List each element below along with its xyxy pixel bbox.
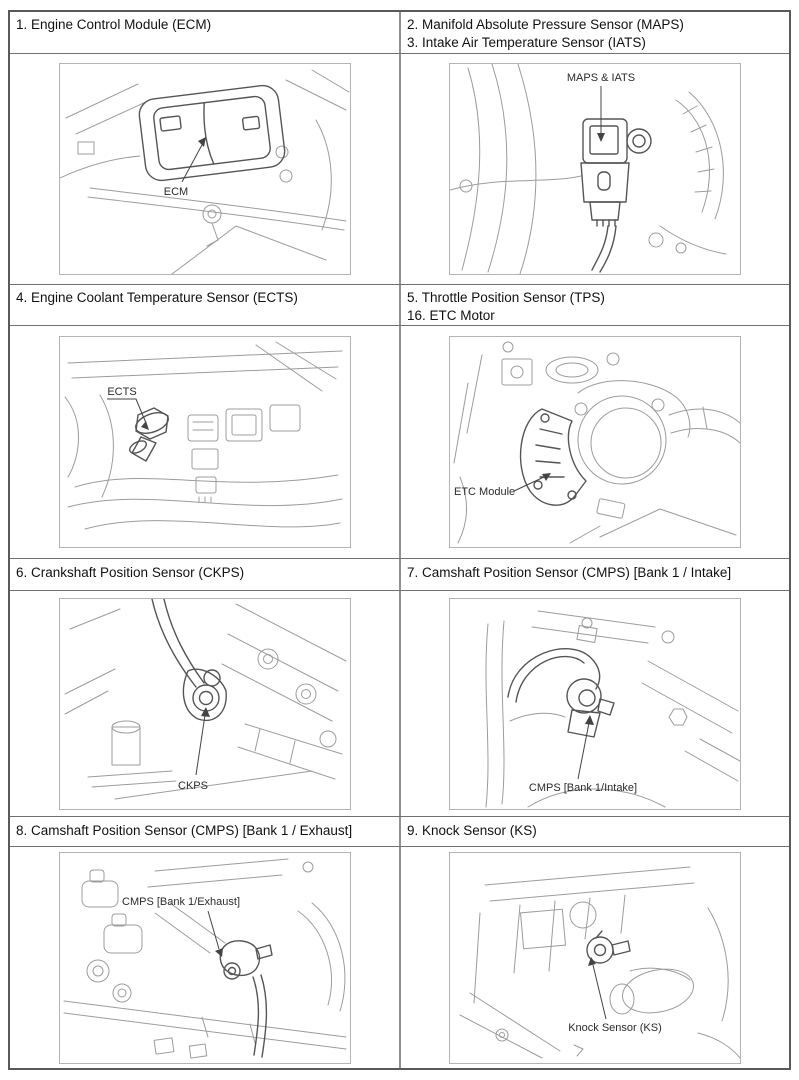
- etc-module-illustration: [450, 337, 740, 547]
- figure-cell-etc-module: [401, 326, 789, 558]
- figure-cell-cmps-exhaust: [10, 847, 401, 1068]
- figure-frame-etc-module: [449, 336, 741, 548]
- callout-label: Knock Sensor (KS): [568, 1021, 662, 1034]
- header-cell-ecm: [10, 12, 401, 53]
- header-cell-cmps-exhaust: [10, 817, 401, 846]
- cmps-intake-illustration: [450, 599, 740, 809]
- figure-cell-ecm: [10, 54, 401, 284]
- header-text: 1. Engine Control Module (ECM): [16, 17, 212, 32]
- header-text: 4. Engine Coolant Temperature Sensor (ECTS): [16, 290, 298, 305]
- callout-label: ETC Module: [454, 486, 516, 498]
- callout: [454, 473, 551, 498]
- table-figure-row: [10, 54, 789, 285]
- knock-sensor-illustration: [450, 853, 740, 1063]
- knock-sensor-component: [587, 931, 630, 963]
- figure-frame-knock-sensor: [449, 852, 741, 1064]
- table-figure-row: [10, 326, 789, 559]
- figure-cell-maps-iats: [401, 54, 789, 284]
- figure-frame-cmps-intake: [449, 598, 741, 810]
- maps-iats-component: [581, 119, 651, 272]
- callout-label: CKPS: [177, 779, 208, 792]
- callout-arrowhead: [201, 707, 210, 717]
- engine-line-art: [450, 64, 726, 274]
- header-cell-cmps-intake: [401, 559, 789, 590]
- etc-module-component: [521, 409, 586, 505]
- maps-iats-illustration: [450, 64, 740, 274]
- engine-line-art: [60, 70, 349, 274]
- table-figure-row: [10, 847, 789, 1068]
- header-cell-knock-sensor: [401, 817, 789, 846]
- table-header-row: [10, 285, 789, 326]
- ecm-component: [137, 84, 286, 182]
- callout-leader-line: [196, 715, 205, 775]
- table-figure-row: [10, 591, 789, 817]
- callout-leader-line: [208, 911, 219, 949]
- ckps-component: [152, 599, 226, 720]
- callout-label: ECM: [163, 186, 188, 198]
- header-text: 8. Camshaft Position Sensor (CMPS) [Bank 1 / Exhaust]: [16, 823, 353, 838]
- header-cell-maps-iats: [401, 12, 789, 53]
- header-text: 6. Crankshaft Position Sensor (CKPS): [16, 565, 245, 580]
- ects-component: [127, 408, 170, 461]
- callout-label: MAPS & IATS: [566, 72, 636, 84]
- header-text: 3. Intake Air Temperature Sensor (IATS): [407, 35, 646, 50]
- callout: [529, 715, 637, 794]
- figure-cell-knock-sensor: [401, 847, 789, 1068]
- component-location-table: [8, 10, 791, 1070]
- table-header-row: [10, 559, 789, 591]
- figure-cell-ects: [10, 326, 401, 558]
- figure-frame-ckps: [59, 598, 351, 810]
- engine-line-art: [65, 604, 346, 799]
- ects-illustration: [60, 337, 350, 547]
- figure-frame-ects: [59, 336, 351, 548]
- figure-frame-cmps-exhaust: [59, 852, 351, 1064]
- callout-leader-line: [593, 965, 606, 1019]
- figure-frame-ecm: [59, 63, 351, 275]
- callout-leader-line: [578, 723, 589, 779]
- callout-arrowhead: [215, 948, 223, 957]
- header-cell-ects: [10, 285, 401, 325]
- callout: [567, 72, 635, 142]
- header-cell-tps-etc: [401, 285, 789, 325]
- engine-line-art: [64, 859, 346, 1058]
- engine-line-art: [454, 342, 740, 543]
- header-text: 7. Camshaft Position Sensor (CMPS) [Bank 1 / Intake]: [407, 565, 732, 580]
- header-text: 9. Knock Sensor (KS): [407, 823, 537, 838]
- figure-cell-ckps: [10, 591, 401, 816]
- engine-line-art: [65, 342, 342, 529]
- callout-arrowhead: [597, 133, 605, 142]
- ecm-illustration: [60, 64, 350, 274]
- callout: [107, 386, 149, 430]
- ckps-illustration: [60, 599, 350, 809]
- callout-arrowhead: [141, 421, 149, 430]
- cmps-exhaust-illustration: [60, 853, 350, 1063]
- header-text: 5. Throttle Position Sensor (TPS): [407, 290, 605, 305]
- callout: [178, 707, 210, 792]
- callout-label: CMPS [Bank 1/Exhaust]: [121, 895, 240, 908]
- header-text: 2. Manifold Absolute Pressure Sensor (MAPS): [407, 17, 684, 32]
- cmps-intake-component: [508, 648, 614, 736]
- table-header-row: [10, 817, 789, 847]
- figure-frame-maps-iats: [449, 63, 741, 275]
- table-header-row: [10, 12, 789, 54]
- callout-label: CMPS [Bank 1/Intake]: [528, 781, 638, 794]
- header-text: 16. ETC Motor: [407, 308, 495, 323]
- figure-cell-cmps-intake: [401, 591, 789, 816]
- callout-arrowhead: [585, 715, 594, 725]
- engine-line-art: [486, 611, 740, 807]
- callout-label: ECTS: [106, 386, 137, 398]
- cmps-exhaust-component: [220, 940, 272, 1056]
- header-cell-ckps: [10, 559, 401, 590]
